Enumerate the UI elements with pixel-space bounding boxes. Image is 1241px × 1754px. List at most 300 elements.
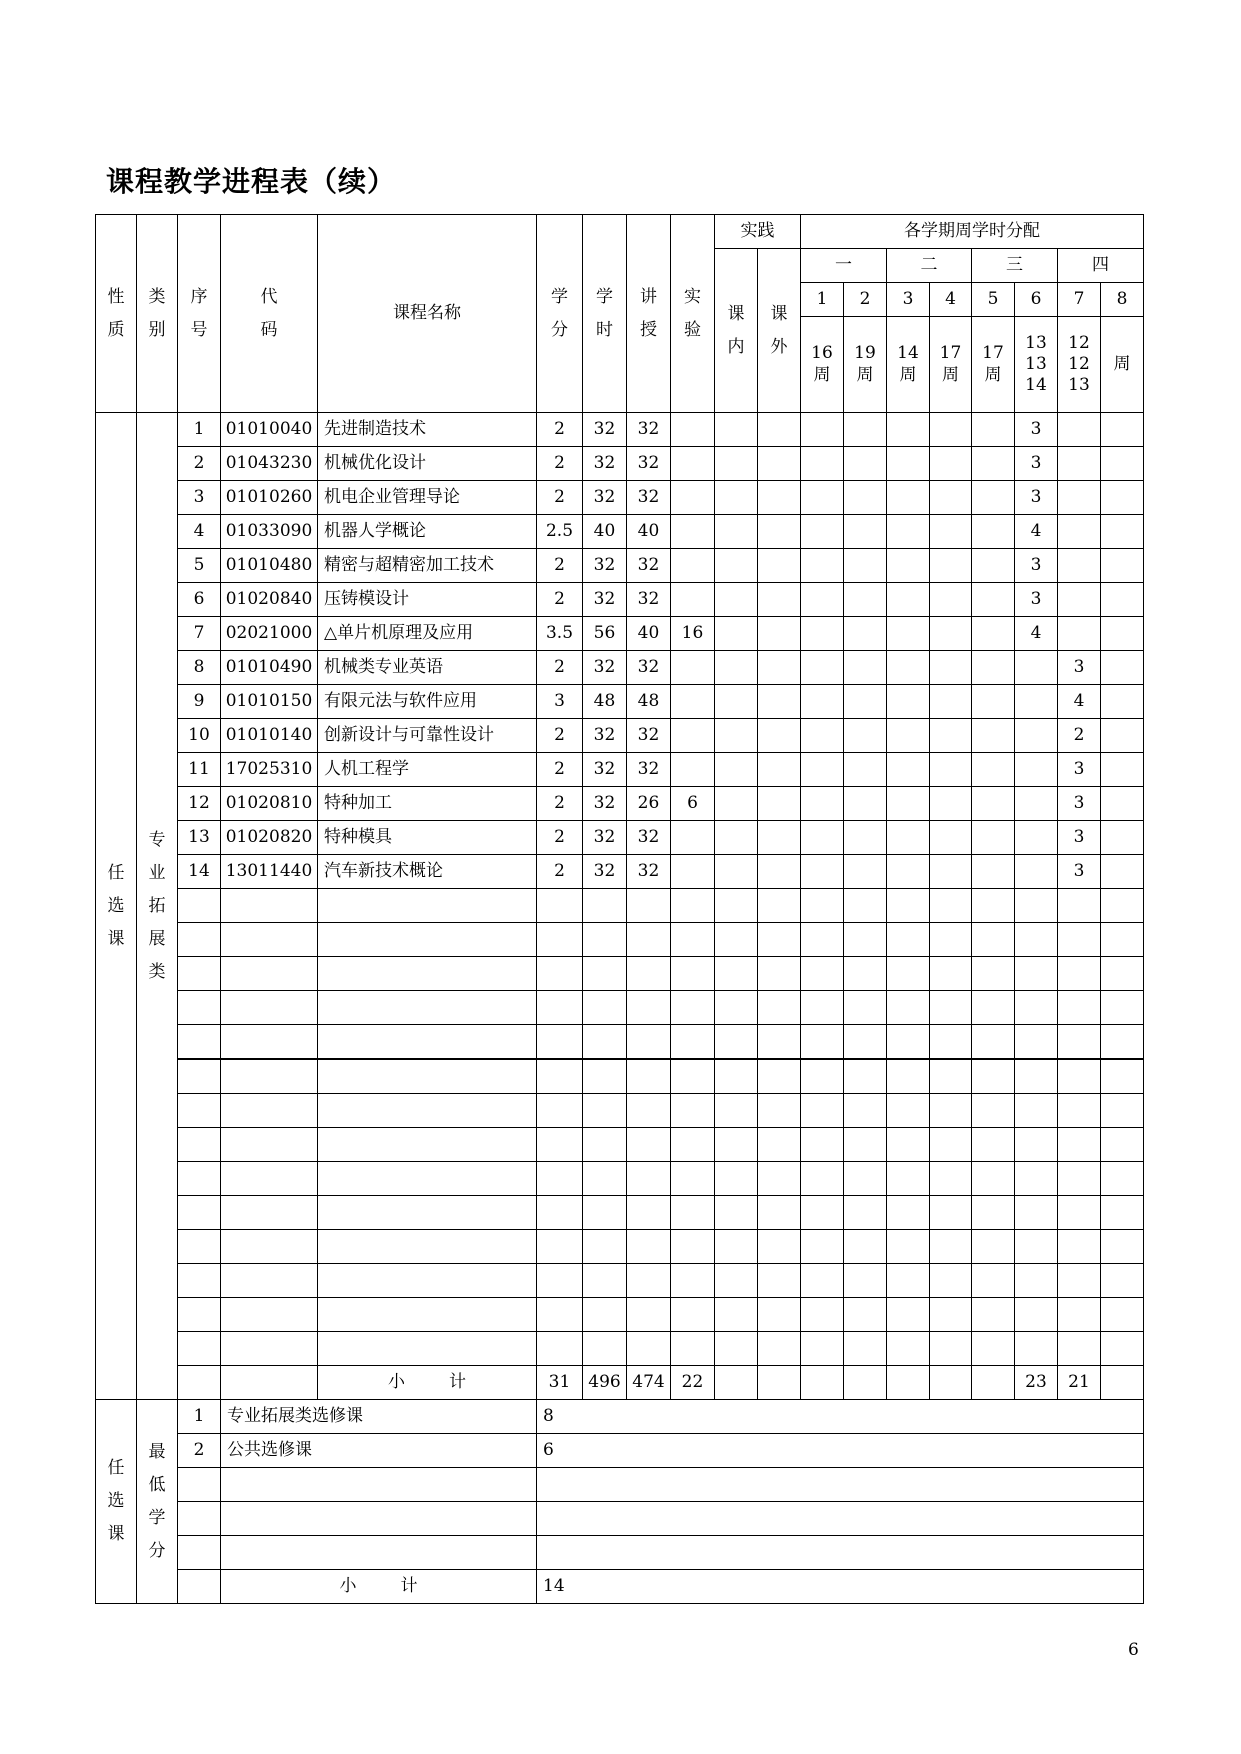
empty-cell [178,889,221,923]
empty-cell [627,889,671,923]
empty-cell [537,1059,583,1094]
empty-cell [537,1536,1144,1570]
empty-cell [178,1094,221,1128]
course-hours: 32 [583,821,627,855]
course-term-2 [844,719,887,753]
table-row [96,583,1144,617]
header-weeks-3 [887,317,930,413]
course-seq: 6 [178,583,221,617]
course-seq: 11 [178,753,221,787]
empty-cell [537,889,583,923]
empty-cell [178,1502,221,1536]
header-experiment-text: 实 验 [684,286,701,340]
course-name: △单片机原理及应用 [318,617,537,651]
empty-cell [221,1230,318,1264]
course-schedule-table [95,214,1144,1604]
course-code: 01010040 [221,413,318,447]
course-code: 01010140 [221,719,318,753]
empty-cell [671,1094,715,1128]
empty-cell [887,1059,930,1094]
course-term-8 [1101,515,1144,549]
course-term-1 [801,481,844,515]
empty-cell [1015,1025,1058,1060]
empty-cell [537,1196,583,1230]
course-term-8 [1101,821,1144,855]
table-row [96,1264,1144,1298]
empty-cell [972,1196,1015,1230]
header-term-3: 3 [887,283,930,317]
course-credits: 2 [537,583,583,617]
empty-cell [627,1025,671,1060]
empty-cell [627,957,671,991]
table-row [96,821,1144,855]
empty-cell [221,1536,537,1570]
course-practice-out [758,515,801,549]
course-credits: 3.5 [537,617,583,651]
empty-cell [972,1094,1015,1128]
header-year-3: 三 [972,249,1058,283]
course-term-6: 4 [1015,515,1058,549]
course-term-2 [844,787,887,821]
empty-cell [671,923,715,957]
section1-nature-text: 任 选 课 [107,862,125,949]
empty-cell [715,1128,758,1162]
course-practice-in [715,719,758,753]
empty-cell [221,923,318,957]
empty-cell [1058,889,1101,923]
empty-cell [758,1094,801,1128]
course-practice-out [758,753,801,787]
course-practice-out [758,549,801,583]
empty-cell [318,889,537,923]
empty-cell [221,1059,318,1094]
course-practice-in [715,549,758,583]
course-experiment [671,719,715,753]
header-weeks-6-text: 13 13 14 [1025,332,1047,396]
empty-cell [844,889,887,923]
elective-subtotal-seq [178,1570,221,1604]
header-weeks-1 [801,317,844,413]
subtotal-label-text-part-b: 计 [449,1371,466,1392]
empty-cell [801,1128,844,1162]
course-term-4 [930,719,972,753]
empty-cell [844,1128,887,1162]
course-term-6 [1015,719,1058,753]
empty-cell [930,991,972,1025]
course-lecture: 32 [627,821,671,855]
course-term-1 [801,855,844,889]
header-weeks-4 [930,317,972,413]
subtotal-term-7: 21 [1058,1366,1101,1400]
subtotal-term-6: 23 [1015,1366,1058,1400]
course-term-4 [930,583,972,617]
course-code: 01043230 [221,447,318,481]
elective-min-credits: 6 [537,1434,1144,1468]
course-term-8 [1101,787,1144,821]
subtotal-label-text [388,1372,466,1392]
course-term-6 [1015,753,1058,787]
empty-cell [627,1196,671,1230]
empty-cell [221,1196,318,1230]
empty-cell [1058,1264,1101,1298]
course-practice-in [715,753,758,787]
course-term-6: 3 [1015,481,1058,515]
course-term-7: 3 [1058,855,1101,889]
empty-cell [844,923,887,957]
elective-subtotal-value: 14 [537,1570,1144,1604]
empty-cell [1101,1298,1144,1332]
empty-cell [972,1264,1015,1298]
empty-cell [758,1264,801,1298]
course-term-5 [972,617,1015,651]
course-seq: 13 [178,821,221,855]
course-experiment [671,821,715,855]
empty-cell [178,1264,221,1298]
section1-category-text: 专 业 拓 展 类 [148,829,166,982]
empty-cell [1015,1162,1058,1196]
course-experiment [671,413,715,447]
course-term-5 [972,787,1015,821]
empty-cell [801,1162,844,1196]
course-name: 精密与超精密加工技术 [318,549,537,583]
empty-cell [887,1196,930,1230]
course-term-5 [972,515,1015,549]
course-term-7 [1058,447,1101,481]
empty-cell [758,957,801,991]
empty-cell [1015,1332,1058,1366]
empty-cell [715,1298,758,1332]
course-seq: 5 [178,549,221,583]
empty-cell [715,1025,758,1060]
empty-cell [627,1162,671,1196]
empty-cell [930,1230,972,1264]
empty-cell [801,1230,844,1264]
empty-cell [930,1264,972,1298]
empty-cell [1015,1264,1058,1298]
elective-seq: 1 [178,1400,221,1434]
empty-cell [221,889,318,923]
header-practice-in-text: 课 内 [727,303,745,357]
course-term-5 [972,447,1015,481]
course-hours: 32 [583,447,627,481]
empty-cell [1101,1094,1144,1128]
empty-cell [671,1128,715,1162]
empty-cell [1058,1025,1101,1060]
empty-cell [1101,1332,1144,1366]
course-term-8 [1101,651,1144,685]
course-term-4 [930,549,972,583]
course-name: 有限元法与软件应用 [318,685,537,719]
course-term-2 [844,753,887,787]
empty-cell [758,1025,801,1060]
course-term-8 [1101,481,1144,515]
course-term-1 [801,413,844,447]
course-practice-out [758,719,801,753]
course-hours: 56 [583,617,627,651]
header-semester-alloc: 各学期周学时分配 [801,215,1144,249]
subtotal-term-8 [1101,1366,1144,1400]
empty-cell [221,1128,318,1162]
table-row [96,1502,1144,1536]
empty-cell [178,1536,221,1570]
header-year-2: 二 [887,249,972,283]
course-practice-in [715,413,758,447]
table-row [96,1025,1144,1060]
course-credits: 2 [537,787,583,821]
empty-cell [583,923,627,957]
subtotal-term-1 [801,1366,844,1400]
empty-cell [1015,991,1058,1025]
empty-cell [221,1298,318,1332]
empty-cell [1101,1264,1144,1298]
course-credits: 2 [537,719,583,753]
header-weeks-4-text: 17 周 [939,343,962,385]
empty-cell [1058,1059,1101,1094]
course-experiment [671,651,715,685]
empty-cell [671,991,715,1025]
course-practice-out [758,685,801,719]
empty-cell [627,1128,671,1162]
course-credits: 2 [537,651,583,685]
table-row [96,1059,1144,1094]
table-row [96,1400,1144,1434]
empty-cell [930,1196,972,1230]
empty-cell [583,991,627,1025]
course-term-7: 3 [1058,753,1101,787]
header-lecture [627,215,671,413]
course-lecture: 32 [627,855,671,889]
course-term-4 [930,685,972,719]
empty-cell [627,923,671,957]
header-hours-text: 学 时 [596,286,613,340]
empty-cell [801,991,844,1025]
empty-cell [318,1264,537,1298]
empty-cell [221,1162,318,1196]
header-practice: 实践 [715,215,801,249]
course-term-4 [930,855,972,889]
empty-cell [178,1298,221,1332]
empty-cell [583,957,627,991]
course-term-6 [1015,821,1058,855]
subtotal-experiment: 22 [671,1366,715,1400]
course-term-5 [972,855,1015,889]
empty-cell [972,889,1015,923]
course-term-2 [844,447,887,481]
empty-cell [801,1298,844,1332]
empty-cell [671,889,715,923]
header-code [221,215,318,413]
course-term-1 [801,651,844,685]
empty-cell [715,991,758,1025]
course-term-8 [1101,447,1144,481]
course-lecture: 32 [627,549,671,583]
section1-nature [96,413,137,1400]
empty-cell [221,1264,318,1298]
course-term-6: 4 [1015,617,1058,651]
course-term-6: 3 [1015,583,1058,617]
table-row [96,1094,1144,1128]
empty-cell [583,1025,627,1060]
course-term-1 [801,515,844,549]
empty-cell [1015,1196,1058,1230]
course-term-8 [1101,685,1144,719]
course-term-4 [930,515,972,549]
empty-cell [1015,889,1058,923]
empty-cell [1058,923,1101,957]
empty-cell [1015,1298,1058,1332]
header-lecture-text: 讲 授 [640,286,657,340]
empty-cell [972,1298,1015,1332]
empty-cell [887,1264,930,1298]
elective-subtotal-label-text-part-b: 计 [400,1575,418,1596]
empty-cell [671,1298,715,1332]
empty-cell [318,1059,537,1094]
empty-cell [178,1059,221,1094]
empty-cell [887,1298,930,1332]
header-weeks-8 [1101,317,1144,413]
empty-cell [537,957,583,991]
course-credits: 2 [537,855,583,889]
empty-cell [178,1025,221,1060]
empty-cell [537,1298,583,1332]
course-term-1 [801,787,844,821]
empty-cell [801,1059,844,1094]
course-term-3 [887,447,930,481]
header-seq-text: 序 号 [190,286,208,340]
header-nature [96,215,137,413]
course-term-5 [972,583,1015,617]
empty-cell [318,991,537,1025]
course-hours: 32 [583,481,627,515]
empty-cell [930,957,972,991]
subtotal-term-2 [844,1366,887,1400]
table-row [96,1332,1144,1366]
empty-cell [1101,1196,1144,1230]
course-term-1 [801,685,844,719]
empty-cell [1015,1094,1058,1128]
course-term-3 [887,651,930,685]
empty-cell [1058,1298,1101,1332]
table-row [96,1162,1144,1196]
course-term-2 [844,651,887,685]
header-category [137,215,178,413]
header-weeks-5-text: 17 周 [982,343,1004,385]
empty-cell [972,923,1015,957]
empty-cell [537,1128,583,1162]
empty-cell [972,1128,1015,1162]
empty-cell [537,1230,583,1264]
empty-cell [1101,923,1144,957]
course-seq: 3 [178,481,221,515]
empty-cell [972,1230,1015,1264]
empty-cell [1015,1128,1058,1162]
course-lecture: 26 [627,787,671,821]
course-practice-out [758,651,801,685]
empty-cell [1101,1128,1144,1162]
empty-cell [583,1196,627,1230]
course-code: 02021000 [221,617,318,651]
course-term-2 [844,821,887,855]
header-experiment [671,215,715,413]
empty-cell [758,991,801,1025]
empty-cell [671,1059,715,1094]
empty-cell [318,957,537,991]
course-credits: 2 [537,481,583,515]
course-practice-out [758,481,801,515]
empty-cell [221,1094,318,1128]
course-name: 汽车新技术概论 [318,855,537,889]
course-term-3 [887,685,930,719]
empty-cell [801,1094,844,1128]
empty-cell [671,1230,715,1264]
course-practice-in [715,821,758,855]
course-hours: 32 [583,549,627,583]
empty-cell [972,1162,1015,1196]
course-experiment [671,685,715,719]
table-row [96,481,1144,515]
course-term-6 [1015,685,1058,719]
table-row [96,1230,1144,1264]
empty-cell [887,1128,930,1162]
table-row [96,1570,1144,1604]
course-term-8 [1101,753,1144,787]
course-term-5 [972,685,1015,719]
course-term-5 [972,821,1015,855]
course-lecture: 32 [627,753,671,787]
course-experiment [671,583,715,617]
empty-cell [178,1332,221,1366]
course-credits: 2.5 [537,515,583,549]
empty-cell [930,1298,972,1332]
empty-cell [221,991,318,1025]
empty-cell [758,1128,801,1162]
empty-cell [537,1468,1144,1502]
empty-cell [972,1059,1015,1094]
course-hours: 32 [583,651,627,685]
empty-cell [930,1128,972,1162]
empty-cell [1015,923,1058,957]
header-term-1: 1 [801,283,844,317]
course-term-3 [887,787,930,821]
course-seq: 10 [178,719,221,753]
empty-cell [758,1332,801,1366]
course-hours: 32 [583,413,627,447]
empty-cell [583,889,627,923]
empty-cell [221,1502,537,1536]
empty-cell [887,889,930,923]
empty-cell [801,957,844,991]
empty-cell [537,1025,583,1060]
course-lecture: 40 [627,515,671,549]
empty-cell [318,1298,537,1332]
course-term-6: 3 [1015,549,1058,583]
header-weeks-2 [844,317,887,413]
course-practice-out [758,617,801,651]
course-term-6 [1015,651,1058,685]
empty-cell [1015,1230,1058,1264]
course-term-5 [972,651,1015,685]
section2-nature-text: 任 选 课 [107,1458,125,1544]
course-term-7: 2 [1058,719,1101,753]
subtotal-practice-out [758,1366,801,1400]
empty-cell [887,991,930,1025]
course-term-4 [930,651,972,685]
course-term-7 [1058,549,1101,583]
empty-cell [930,923,972,957]
empty-cell [221,957,318,991]
course-practice-out [758,413,801,447]
empty-cell [1058,991,1101,1025]
